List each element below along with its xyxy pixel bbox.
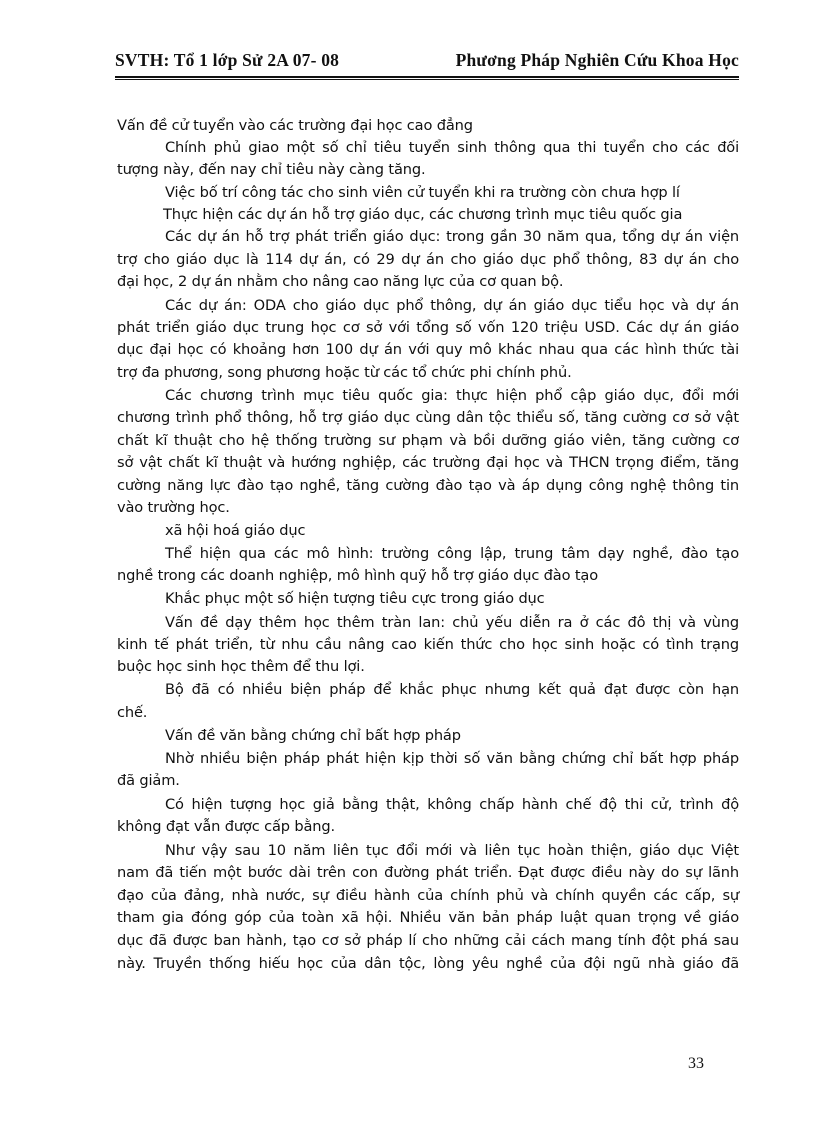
text-line: chương trình phổ thông, hỗ trợ giáo dục cùng dân tộc thiểu số, tăng cường cơ sở vật — [117, 409, 739, 426]
text-line: Vấn đề cử tuyển vào các trường đại học cao đẳng — [117, 117, 473, 134]
header-rule-thin — [115, 79, 739, 80]
text-line: Chính phủ giao một số chỉ tiêu tuyển sinh thông qua thi tuyển cho các đối — [165, 139, 739, 156]
text-line: Các dự án hỗ trợ phát triển giáo dục: trong gần 30 năm qua, tổng dự án viện — [165, 228, 739, 245]
text-line: Như vậy sau 10 năm liên tục đổi mới và liên tục hoàn thiện, giáo dục Việt — [165, 842, 739, 859]
text-line: tham gia đóng góp của toàn xã hội. Nhiều văn bản pháp luật quan trọng về giáo — [117, 909, 739, 926]
text-line: đạo của đảng, nhà nước, sự điều hành của chính phủ và chính quyền các cấp, sự — [117, 887, 739, 904]
text-line: Vấn đề văn bằng chứng chỉ bất hợp pháp — [165, 727, 461, 744]
text-line: Bộ đã có nhiều biện pháp để khắc phục nhưng kết quả đạt được còn hạn — [165, 681, 739, 698]
text-line: Vấn đề dạy thêm học thêm tràn lan: chủ yếu diễn ra ở các đô thị và vùng — [165, 614, 739, 631]
text-line: không đạt vẫn được cấp bằng. — [117, 818, 335, 835]
text-line: Thực hiện các dự án hỗ trợ giáo dục, các chương trình mục tiêu quốc gia — [163, 206, 683, 223]
text-line: kinh tế phát triển, từ nhu cầu nâng cao kiến thức cho học sinh hoặc có tình trạng — [117, 636, 739, 653]
page-number: 33 — [688, 1055, 704, 1072]
text-line: buộc học sinh học thêm để thu lợi. — [117, 658, 365, 675]
text-line: cường năng lực đào tạo nghề, tăng cường đào tạo và áp dụng công nghệ thông tin — [117, 477, 739, 494]
text-line: trợ cho giáo dục là 114 dự án, có 29 dự án cho giáo dục phổ thông, 83 dự án cho — [117, 251, 739, 268]
text-line: đại học, 2 dự án nhằm cho nâng cao năng lực của cơ quan bộ. — [117, 273, 564, 290]
text-line: Các dự án: ODA cho giáo dục phổ thông, dự án giáo dục tiểu học và dự án — [165, 297, 739, 314]
text-line: nam đã tiến một bước dài trên con đường phát triển. Đạt được điều này do sự lãnh — [117, 864, 739, 881]
header-author: SVTH: Tổ 1 lớp Sử 2A 07- 08 — [115, 50, 340, 70]
text-line: này. Truyền thống hiếu học của dân tộc, lòng yêu nghề của đội ngũ nhà giáo đã — [117, 955, 739, 972]
text-line: nghề trong các doanh nghiệp, mô hình quỹ hỗ trợ giáo dục đào tạo — [117, 567, 598, 584]
text-line: dục đã được ban hành, tạo cơ sở pháp lí cho những cải cách mang tính đột phá sau — [117, 932, 739, 949]
text-line: trợ đa phương, song phương hoặc từ các tổ chức phi chính phủ. — [117, 364, 572, 381]
text-line: Thể hiện qua các mô hình: trường công lập, trung tâm dạy nghề, đào tạo — [165, 545, 739, 562]
text-line: chất kĩ thuật cho hệ thống trường sư phạm và bồi dưỡng giáo viên, tăng cường cơ — [117, 432, 739, 449]
text-line: Các chương trình mục tiêu quốc gia: thực hiện phổ cập giáo dục, đổi mới — [165, 387, 739, 404]
text-line: phát triển giáo dục trung học cơ sở với tổng số vốn 120 triệu USD. Các dự án giáo — [117, 319, 739, 336]
header-rule — [115, 76, 739, 78]
text-line: sở vật chất kĩ thuật và hướng nghiệp, các trường đại học và THCN trọng điểm, tăng — [117, 454, 739, 471]
text-line: tượng này, đến nay chỉ tiêu này càng tăng. — [117, 161, 426, 178]
text-line: đã giảm. — [117, 772, 180, 789]
text-line: Việc bố trí công tác cho sinh viên cử tuyển khi ra trường còn chưa hợp lí — [165, 184, 680, 201]
text-line: Có hiện tượng học giả bằng thật, không chấp hành chế độ thi cử, trình độ — [165, 796, 739, 813]
page-header — [115, 50, 739, 76]
text-line: dục đại học có khoảng hơn 100 dự án với quy mô khác nhau qua các hình thức tài — [117, 341, 739, 358]
text-line: Nhờ nhiều biện pháp phát hiện kịp thời số văn bằng chứng chỉ bất hợp pháp — [165, 750, 739, 767]
text-line: vào trường học. — [117, 499, 230, 516]
text-line: chế. — [117, 704, 148, 721]
text-line: Khắc phục một số hiện tượng tiêu cực trong giáo dục — [165, 590, 545, 607]
header-title: Phương Pháp Nghiên Cứu Khoa Học — [455, 50, 739, 70]
text-line: xã hội hoá giáo dục — [165, 522, 306, 539]
